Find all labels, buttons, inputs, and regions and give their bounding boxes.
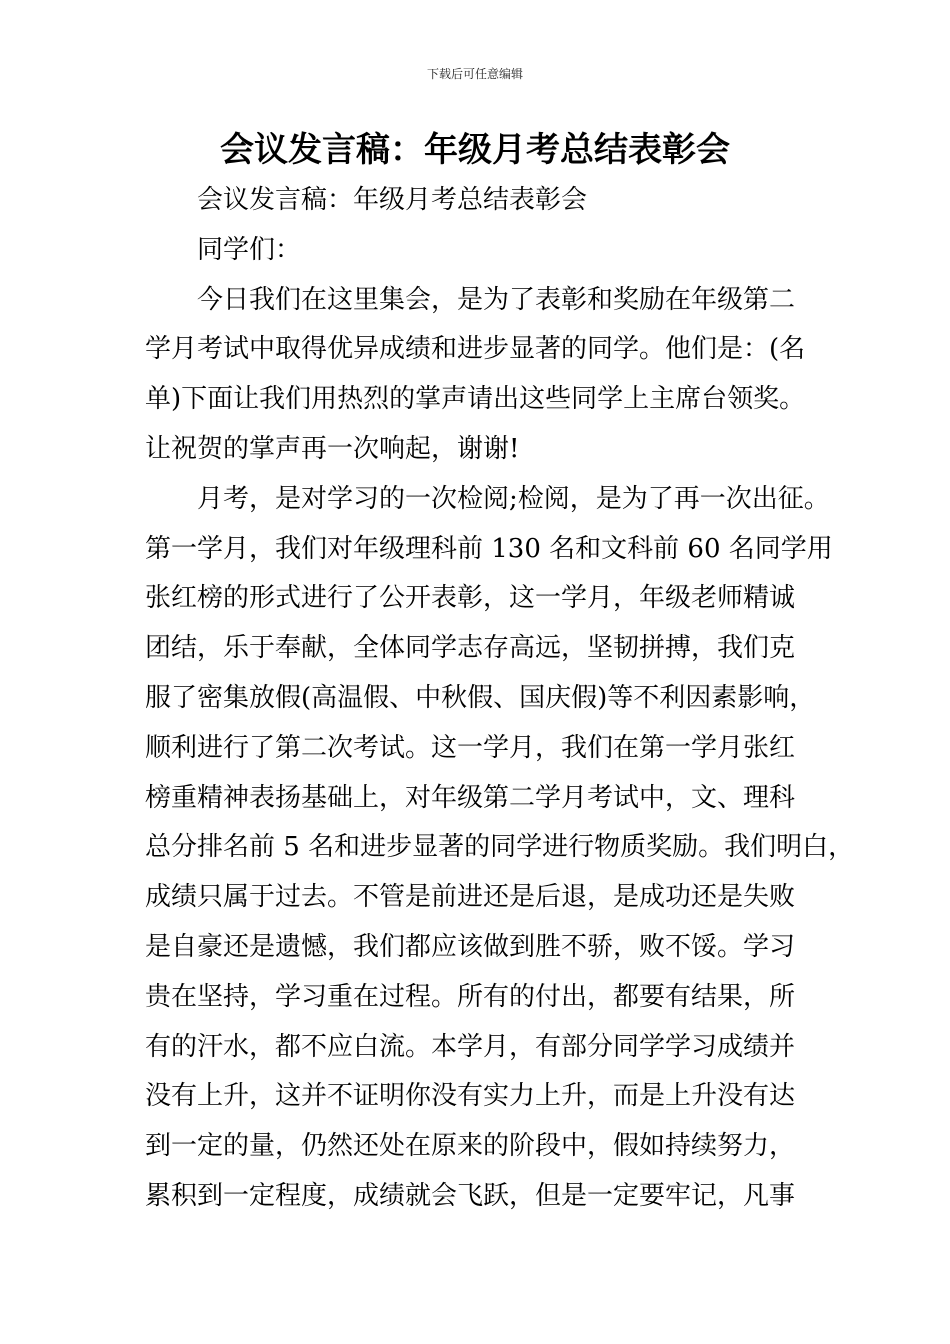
paragraph-line: 学月考试中取得优异成绩和进步显著的同学。他们是：(名 <box>145 334 806 365</box>
paragraph-line: 有的汗水，都不应白流。本学月，有部分同学学习成绩并 <box>145 1031 796 1062</box>
salutation: 同学们： <box>197 234 302 265</box>
paragraph-line: 第一学月，我们对年级理科前 130 名和文科前 60 名同学用 <box>145 533 833 564</box>
paragraph-line: 张红榜的形式进行了公开表彰，这一学月，年级老师精诚 <box>145 583 796 614</box>
paragraph-line: 团结，乐于奉献，全体同学志存高远，坚韧拼搏，我们克 <box>145 633 796 664</box>
paragraph-line: 服了密集放假(高温假、中秋假、国庆假)等不利因素影响， <box>145 682 816 713</box>
paragraph-line: 让祝贺的掌声再一次响起，谢谢! <box>145 433 520 464</box>
paragraph-line: 累积到一定程度，成绩就会飞跃，但是一定要牢记，凡事 <box>145 1180 796 1211</box>
paragraph-line: 今日我们在这里集会，是为了表彰和奖励在年级第二 <box>197 284 796 315</box>
paragraph-line: 贵在坚持，学习重在过程。所有的付出，都要有结果，所 <box>145 981 796 1012</box>
paragraph-line: 月考，是对学习的一次检阅;检阅，是为了再一次出征。 <box>197 483 830 514</box>
paragraph-line: 是自豪还是遗憾，我们都应该做到胜不骄，败不馁。学习 <box>145 931 796 962</box>
paragraph-line: 顺利进行了第二次考试。这一学月，我们在第一学月张红 <box>145 732 796 763</box>
paragraph-line: 总分排名前 5 名和进步显著的同学进行物质奖励。我们明白， <box>145 832 855 863</box>
subtitle-line: 会议发言稿：年级月考总结表彰会 <box>197 185 588 215</box>
paragraph-line: 榜重精神表扬基础上，对年级第二学月考试中，文、理科 <box>145 782 796 813</box>
document-body <box>145 176 855 1222</box>
header-note: 下载后可任意编辑 <box>426 67 523 81</box>
paragraph-line: 单)下面让我们用热烈的掌声请出这些同学上主席台领奖。 <box>145 384 806 415</box>
paragraph-line: 没有上升，这并不证明你没有实力上升，而是上升没有达 <box>145 1081 796 1112</box>
paragraph-line: 到一定的量，仍然还处在原来的阶段中，假如持续努力， <box>145 1131 796 1162</box>
document-title: 会议发言稿：年级月考总结表彰会 <box>220 130 730 170</box>
paragraph-line: 成绩只属于过去。不管是前进还是后退，是成功还是失败 <box>145 882 796 913</box>
